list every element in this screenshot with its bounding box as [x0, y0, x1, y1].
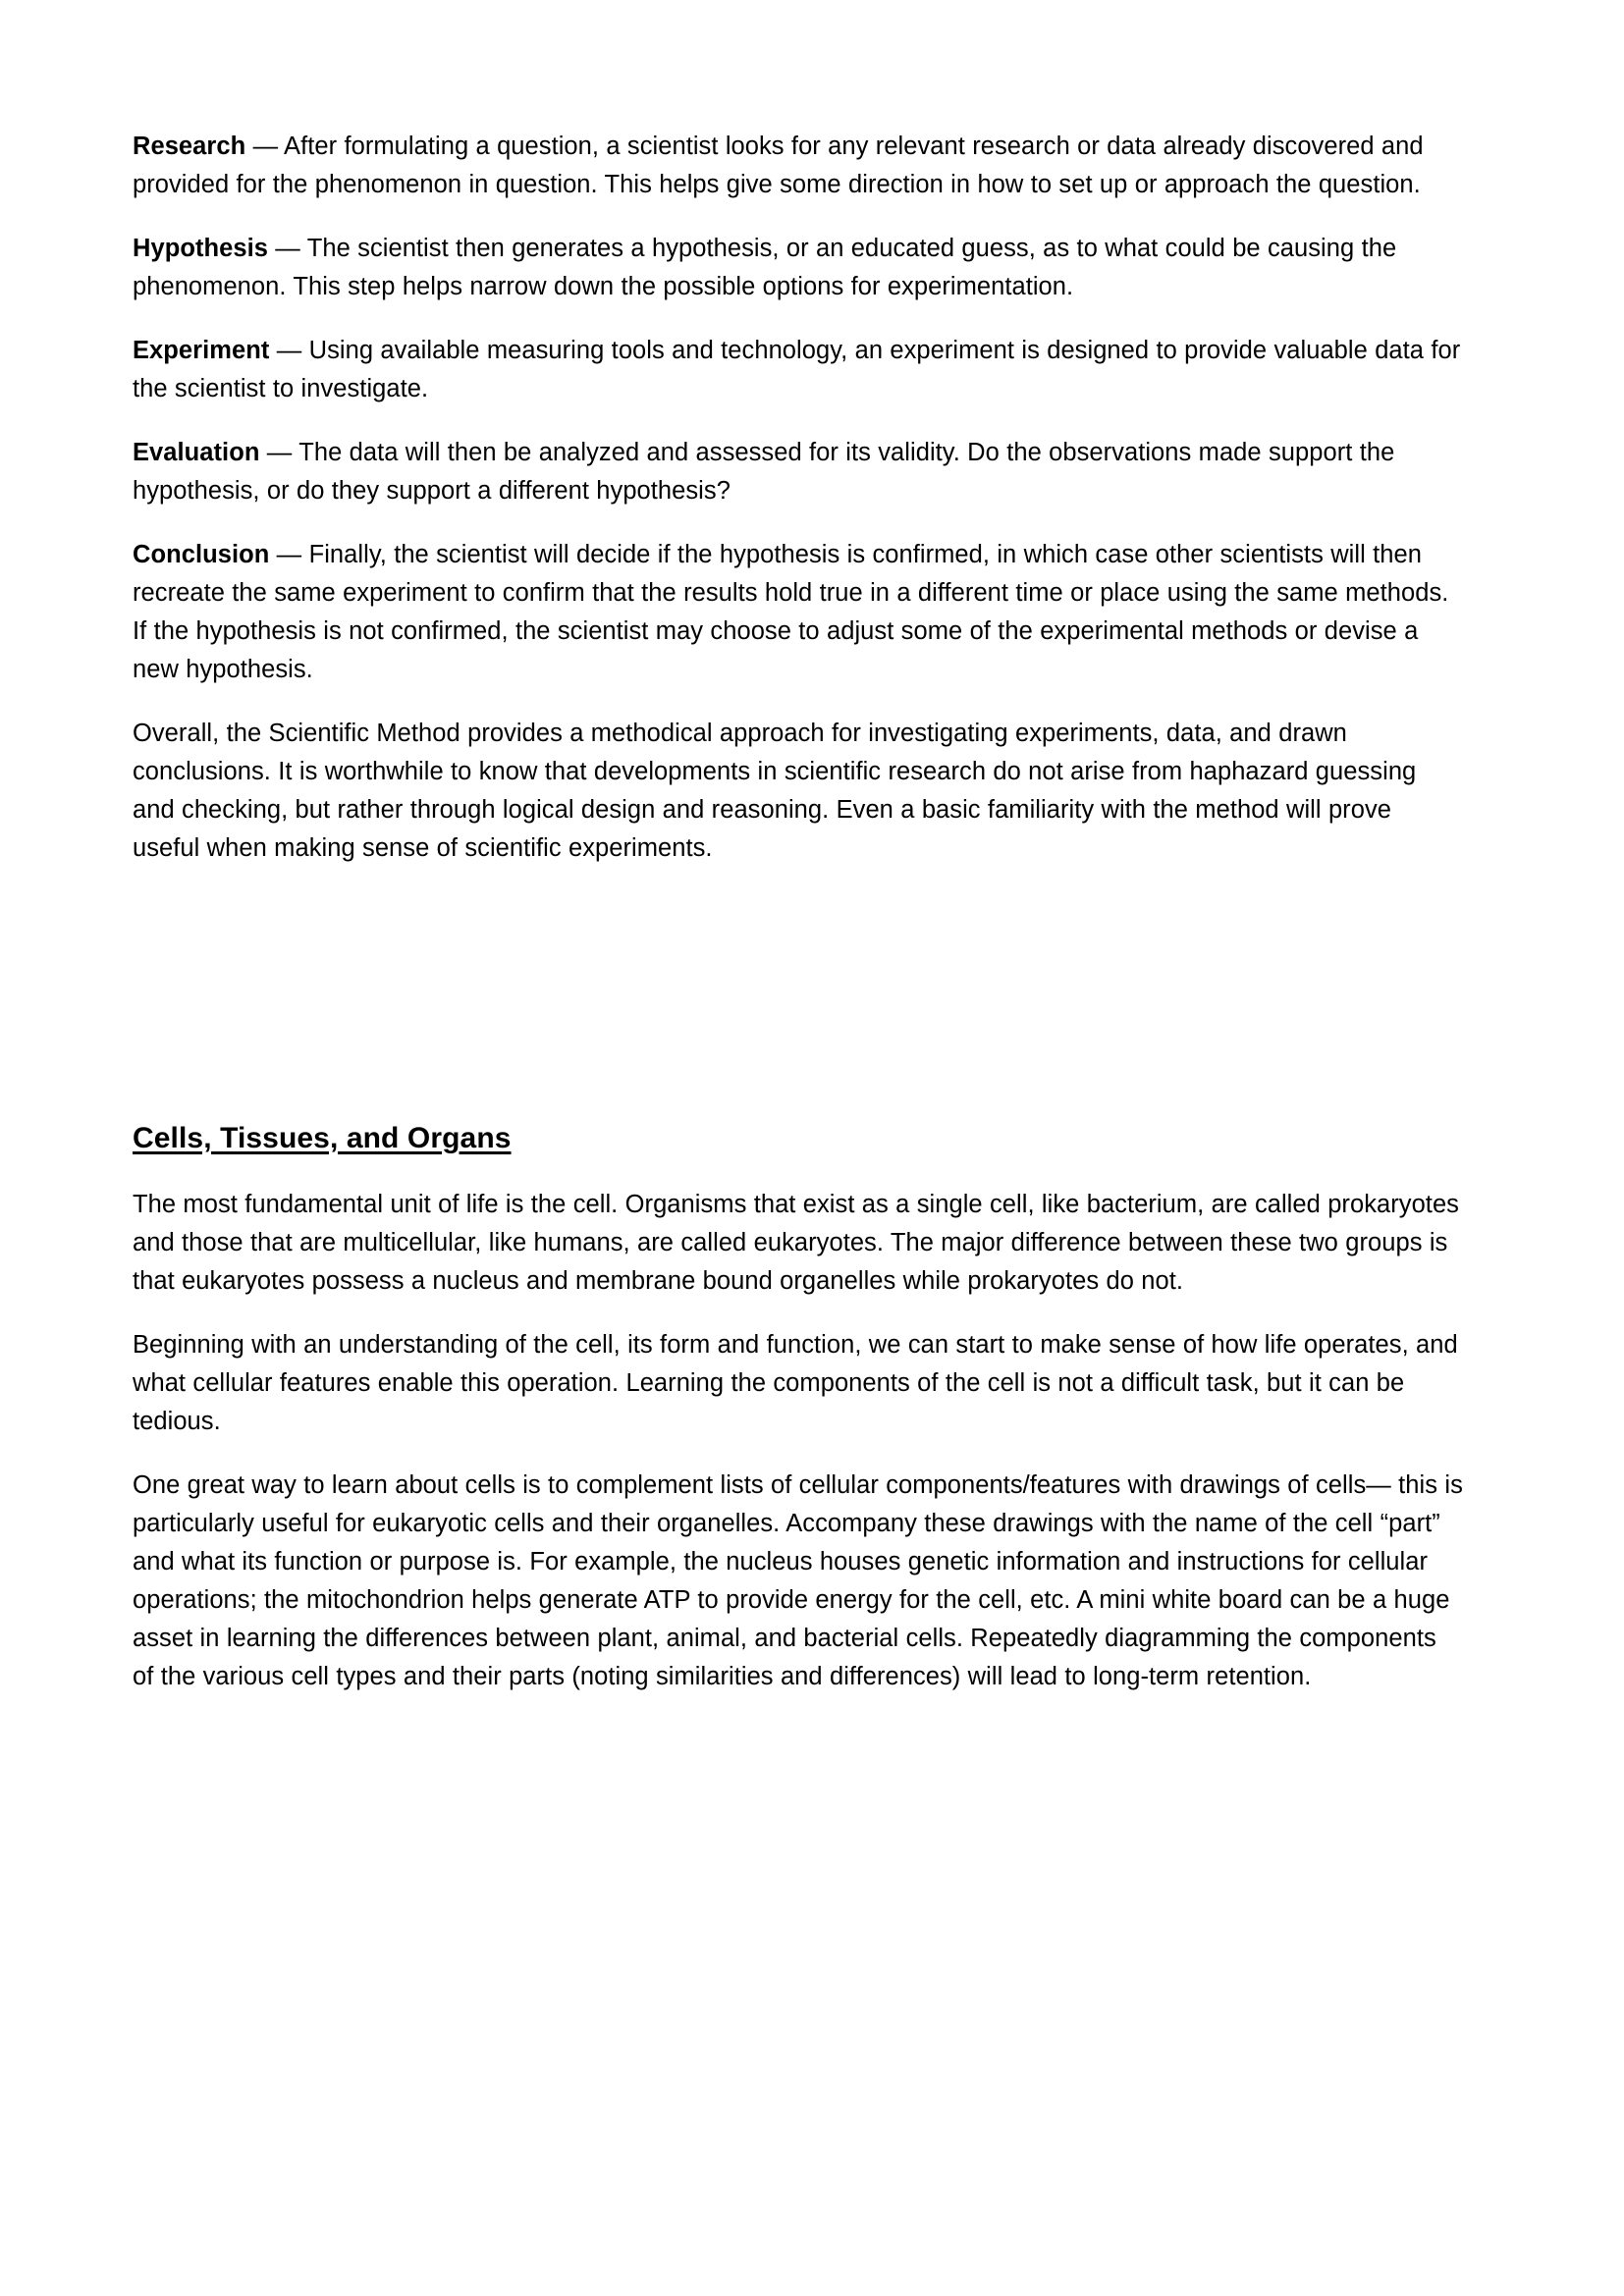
paragraph-cells-understanding: Beginning with an understanding of the cell, its form and function, we can start to make sense of how life operates, and what cellular features enable this operation. Learning the components of the cell is not a difficult task, but it can be tedious.: [133, 1331, 1458, 1435]
lead-term-evaluation: Evaluation: [133, 439, 260, 466]
lead-term-research: Research: [133, 133, 246, 160]
paragraph-text-evaluation: The data will then be analyzed and assessed for its validity. Do the observations made support the hypothesis, or do they support a different hypothesis?: [133, 439, 1395, 505]
paragraph-overall-summary: Overall, the Scientific Method provides a methodical approach for investigating experiments, data, and drawn conclusions. It is worthwhile to know that developments in scientific research do not arise from haphazard guessing and checking, but rather through logical design and reasoning. Even a basic familiarity with the method will prove useful when making sense of scientific experiments.: [133, 720, 1417, 862]
lead-term-conclusion: Conclusion: [133, 541, 270, 568]
paragraph-conclusion: [133, 536, 1463, 689]
paragraph-hypothesis: [133, 230, 1463, 306]
section-heading-cells-tissues-organs: Cells, Tissues, and Organs: [133, 1122, 512, 1154]
paragraph-cells-learning-tips: One great way to learn about cells is to complement lists of cellular components/features with drawings of cells— this is particularly useful for eukaryotic cells and their organelles. Accompany these drawings with the name of the cell “part” and what its function or purpose is. For example, the nucleus houses genetic information and instructions for cellular operations; the mitochondrion helps generate ATP to provide energy for the cell, etc. A mini white board can be a huge asset in learning the differences between plant, animal, and bacterial cells. Repeatedly diagramming the components of the various cell types and their parts (noting similarities and differences) will lead to long-term retention.: [133, 1471, 1463, 1690]
lead-term-hypothesis: Hypothesis: [133, 235, 268, 262]
paragraph-experiment: [133, 332, 1463, 408]
section-spacer: [133, 893, 1463, 1119]
lead-term-experiment: Experiment: [133, 337, 270, 364]
em-dash-experiment: —: [269, 337, 309, 364]
paragraph-text-hypothesis: The scientist then generates a hypothesis, or an educated guess, as to what could be causing the phenomenon. This step helps narrow down the possible options for experimentation.: [133, 235, 1397, 300]
document-body: [133, 128, 1463, 1696]
paragraph-evaluation: [133, 434, 1463, 510]
paragraph-text-experiment: Using available measuring tools and technology, an experiment is designed to provide valuable data for the scientist to investigate.: [133, 337, 1461, 402]
em-dash-research: —: [245, 133, 285, 160]
em-dash-conclusion: —: [269, 541, 309, 568]
paragraph-text-research: After formulating a question, a scientist looks for any relevant research or data already discovered and provided for the phenomenon in question. This helps give some direction in how to set up or approach the question.: [133, 133, 1424, 198]
em-dash-evaluation: —: [259, 439, 299, 466]
paragraph-text-conclusion: Finally, the scientist will decide if the hypothesis is confirmed, in which case other scientists will then recreate the same experiment to confirm that the results hold true in a different time or place using the same methods. If the hypothesis is not confirmed, the scientist may choose to adjust some of the experimental methods or devise a new hypothesis.: [133, 541, 1449, 683]
em-dash-hypothesis: —: [267, 235, 307, 262]
paragraph-research: [133, 128, 1463, 204]
paragraph-cells-intro: The most fundamental unit of life is the cell. Organisms that exist as a single cell, like bacterium, are called prokaryotes and those that are multicellular, like humans, are called eukaryotes. The major difference between these two groups is that eukaryotes possess a nucleus and membrane bound organelles while prokaryotes do not.: [133, 1191, 1459, 1295]
